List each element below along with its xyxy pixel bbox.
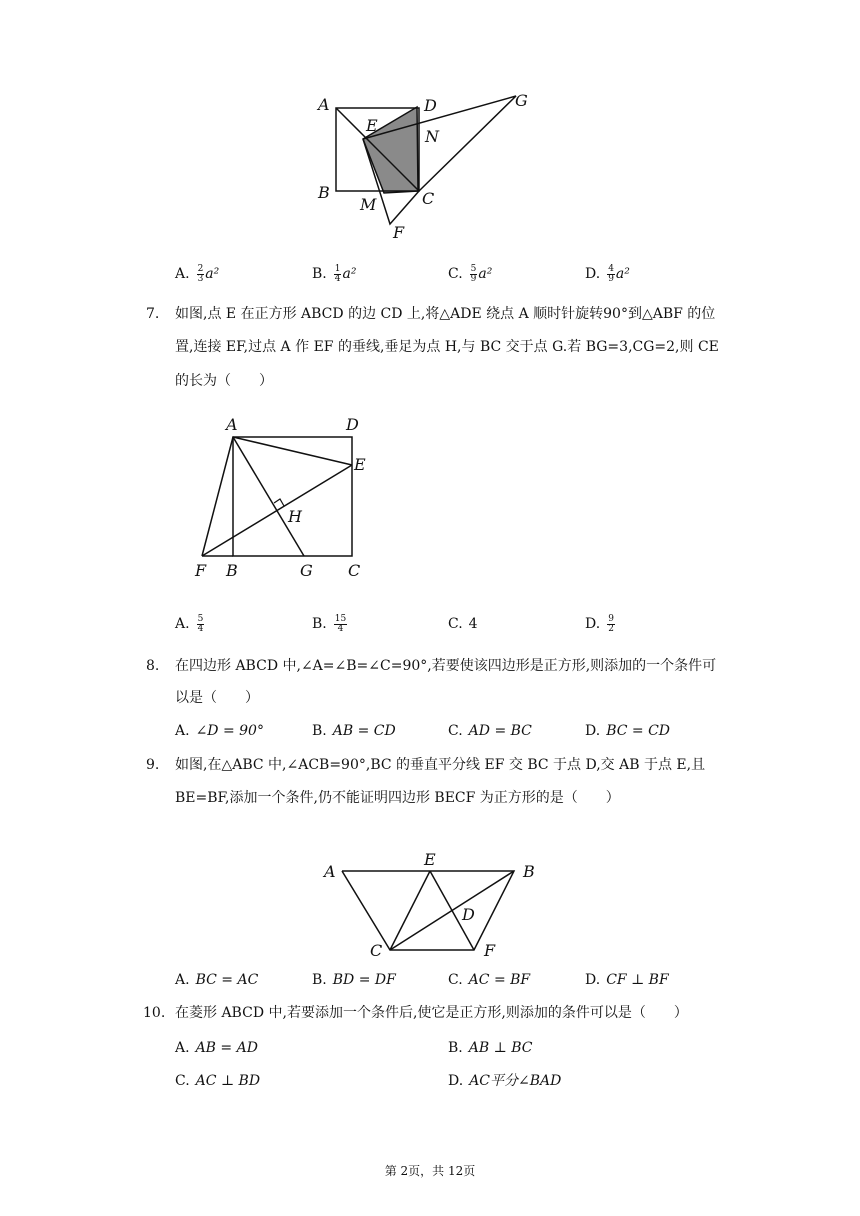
option-value: AC = BF [468, 972, 531, 988]
right-angle-mark-h [274, 499, 284, 506]
fraction: $\frac{1}{4}$ [334, 263, 341, 284]
option-label: D. [585, 266, 601, 282]
option-value: BC = CD [606, 723, 671, 739]
label-E: E [424, 850, 436, 869]
option-value: AC平分∠BAD [469, 1073, 562, 1089]
q7-option-b[interactable] [312, 614, 348, 634]
label-H: H [288, 507, 302, 526]
label-C: C [370, 941, 383, 960]
q7-option-c[interactable] [448, 614, 478, 634]
option-value: AB = CD [332, 723, 396, 739]
q10-line-1: 在菱形 ABCD 中,若要添加一个条件后,使它是正方形,则添加的条件可以是（ ） [175, 1005, 688, 1021]
option-value: BD = DF [332, 972, 396, 988]
option-label: C. [448, 972, 463, 988]
option-label: B. [312, 972, 327, 988]
q10-option-c[interactable] [175, 1071, 260, 1091]
q8-option-b[interactable] [312, 721, 396, 741]
q9-option-d[interactable] [585, 970, 669, 990]
q9-line-2: BE=BF,添加一个条件,仍不能证明四边形 BECF 为正方形的是（ ） [175, 790, 620, 806]
fraction: $\frac{5}{4}$ [197, 613, 204, 634]
label-B: B [318, 183, 330, 202]
label-B: B [523, 862, 535, 881]
q9-line-1: 如图,在△ABC 中,∠ACB=90°,BC 的垂直平分线 EF 交 BC 于点 D,交 AB 于点 E,且 [175, 757, 706, 773]
label-F: F [195, 561, 207, 580]
figure-q6 [300, 86, 550, 246]
q6-option-b[interactable] [312, 264, 356, 284]
label-D: D [424, 96, 437, 115]
label-A: A [318, 95, 330, 114]
expression: a² [478, 266, 493, 282]
segment-a-f [202, 437, 233, 556]
q7-line-3: 的长为（ ） [175, 373, 273, 389]
option-value: 4 [468, 616, 478, 632]
q8-option-c[interactable] [448, 721, 532, 741]
option-label: A. [175, 266, 190, 282]
option-label: A. [175, 616, 190, 632]
q9-option-a[interactable] [175, 970, 258, 990]
label-G: G [300, 561, 313, 580]
q9-option-b[interactable] [312, 970, 396, 990]
label-C: C [348, 561, 361, 580]
q8-line-2: 以是（ ） [175, 690, 259, 706]
option-label: C. [175, 1073, 190, 1089]
label-D: D [346, 415, 359, 434]
label-C: C [422, 189, 435, 208]
label-N: N [425, 127, 439, 146]
q6-option-c[interactable] [448, 264, 492, 284]
page-footer: 第 2页，共 12页 [384, 1164, 476, 1178]
label-F: F [484, 941, 496, 960]
option-value: ∠D = 90° [195, 723, 264, 739]
figure-q9 [318, 846, 548, 964]
option-label: D. [585, 972, 601, 988]
q7-number: 7. [146, 306, 160, 322]
q7-option-a[interactable] [175, 614, 205, 634]
segment-c-b [390, 871, 514, 950]
figure-q7 [190, 410, 380, 585]
q10-option-b[interactable] [448, 1038, 532, 1058]
option-label: A. [175, 1040, 190, 1056]
label-M: M [360, 195, 377, 214]
expression: a² [342, 266, 357, 282]
q8-number: 8. [146, 658, 160, 674]
segment-a-g [233, 437, 304, 556]
option-value: AD = BC [468, 723, 532, 739]
q9-number: 9. [146, 757, 160, 773]
fraction: $\frac{9}{2}$ [608, 613, 614, 634]
segment-e-c [390, 871, 430, 950]
q10-option-a[interactable] [175, 1038, 258, 1058]
fraction: $\frac{2}{3}$ [197, 263, 204, 284]
expression: a² [205, 266, 220, 282]
label-G: G [515, 91, 528, 110]
q10-number: 10. [143, 1005, 166, 1021]
option-label: A. [175, 972, 190, 988]
option-label: A. [175, 723, 190, 739]
q8-option-d[interactable] [585, 721, 670, 741]
label-D: D [462, 905, 475, 924]
fraction: $\frac{4}{9}$ [608, 263, 614, 284]
option-label: B. [312, 723, 327, 739]
option-label: B. [448, 1040, 463, 1056]
label-F: F [393, 223, 405, 242]
trapezoid-outline [342, 871, 514, 950]
label-E: E [354, 455, 366, 474]
option-value: AB = AD [195, 1040, 258, 1056]
fraction: $\frac{15}{4}$ [334, 613, 347, 634]
option-label: B. [312, 616, 327, 632]
q9-option-c[interactable] [448, 970, 530, 990]
label-A: A [226, 415, 238, 434]
option-value: AC ⊥ BD [195, 1073, 261, 1089]
option-label: D. [585, 723, 601, 739]
q8-option-a[interactable] [175, 721, 264, 741]
option-label: B. [312, 266, 327, 282]
label-B: B [226, 561, 238, 580]
q6-option-a[interactable] [175, 264, 219, 284]
label-A: A [324, 862, 336, 881]
q7-option-d[interactable] [585, 614, 616, 634]
option-value: BC = AC [195, 972, 259, 988]
option-label: C. [448, 266, 463, 282]
q7-line-2: 置,连接 EF,过点 A 作 EF 的垂线,垂足为点 H,与 BC 交于点 G.若 BG=3,CG=2,则 CE [175, 339, 719, 355]
segment-a-e [233, 437, 352, 465]
option-label: D. [585, 616, 601, 632]
expression: a² [615, 266, 630, 282]
option-label: C. [448, 723, 463, 739]
option-value: CF ⊥ BF [606, 972, 669, 988]
q7-line-1: 如图,点 E 在正方形 ABCD 的边 CD 上,将△ADE 绕点 A 顺时针旋转90°到△ABF 的位 [175, 306, 716, 322]
q8-line-1: 在四边形 ABCD 中,∠A=∠B=∠C=90°,若要使该四边形是正方形,则添加的一个条件可 [175, 658, 717, 674]
q10-option-d[interactable] [448, 1071, 561, 1091]
option-value: AB ⊥ BC [468, 1040, 533, 1056]
option-label: C. [448, 616, 463, 632]
option-label: D. [448, 1073, 464, 1089]
label-E: E [366, 116, 378, 135]
fraction: $\frac{5}{9}$ [470, 263, 477, 284]
q6-option-d[interactable] [585, 264, 630, 284]
